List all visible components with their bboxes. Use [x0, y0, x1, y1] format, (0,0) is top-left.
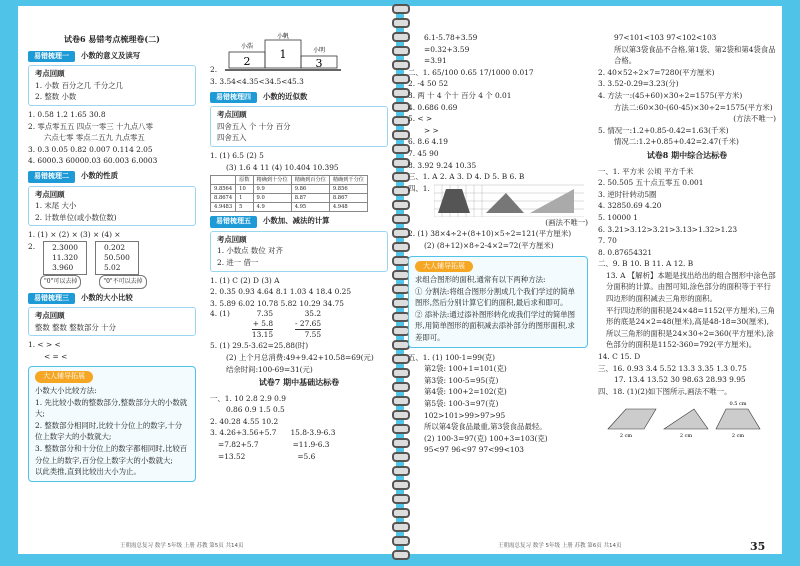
answer-line: 2. 40×52÷2×7=7280(平方厘米) — [598, 67, 715, 77]
list-item: 2.3000 — [52, 242, 78, 252]
answer-line: 17. 13.4 13.52 30 98.63 28.93 9.95 — [614, 375, 746, 385]
tip-line: 求组合图形的面积,通常有以下两种方法: — [415, 275, 546, 285]
calc-row — [210, 427, 388, 439]
answer-line: 三、16. 0.93 3.4 5.52 13.3 3.35 1.3 0.75 — [598, 363, 747, 373]
bubble-row — [28, 275, 196, 289]
answer-line: 5. 情况一:1.2+0.85-0.42=1.63(千米) — [598, 125, 729, 135]
table-header: 精确到百分位 — [291, 176, 329, 185]
table-cell: 1 — [236, 194, 253, 203]
review-line: 1. 末尾 大小 — [35, 201, 77, 211]
answer-line: 一、1. 平方米 公顷 平方千米 — [598, 166, 694, 176]
footer-right: 王朝霞总复习 数学 5年级 上册 苏教 第6页 共14页 — [498, 543, 622, 549]
table-row — [211, 203, 368, 212]
answer-line: 一、1. 10 2.8 2.9 0.9 — [210, 393, 286, 403]
answer-line: 第5袋: 100-3=97(克) — [424, 399, 499, 409]
section-heading — [28, 170, 196, 183]
answer-line: > > — [424, 125, 439, 135]
answer-line: 二、9. B 10. B 11. A 12. B — [598, 259, 694, 269]
answer-number: 2. — [28, 241, 36, 251]
review-box — [28, 307, 196, 336]
podium-block — [210, 32, 388, 76]
dimension-label: 2 cm — [731, 433, 745, 440]
answer-line: 5. < > — [408, 114, 433, 124]
grid-figure-block — [408, 183, 588, 217]
section-title: 小数的大小比较 — [81, 292, 133, 302]
answer-line: 第4袋: 100+2=102(克) — [424, 387, 507, 397]
tip-line: ① 分割法:将组合图形分割成几个我们学过的简单图形,然后分别计算它们的面积,最后求和即可。 — [415, 286, 576, 308]
podium-number: 2 — [243, 55, 251, 68]
review-title: 考点回顾 — [217, 110, 247, 120]
tip-box — [408, 256, 588, 348]
section-heading — [210, 91, 388, 104]
answer-line: 4. 6000.3 60000.03 60.003 6.0003 — [28, 156, 158, 166]
answer-line: 95<97 96<97 97<99<103 — [424, 445, 525, 455]
answer-line: 2. -4 50 52 — [408, 79, 449, 89]
vertical-calc-block — [210, 309, 388, 340]
calc-step: 15.8-3.9-6.3 — [290, 428, 336, 438]
answer-line: 13. A 【解析】本题是找出给出的组合图形中涂色部分面积的计算。由图可知,涂色部分的面积等于平行四边形的面积减去三角形的面积。 — [606, 270, 776, 304]
table-cell: 4.9 — [253, 203, 291, 212]
list-item: 50.500 — [103, 252, 130, 262]
tip-line: 以此类推,直到比较出大小为止。 — [35, 467, 141, 477]
calc-step: =11.9-6.3 — [292, 440, 330, 450]
review-title: 考点回顾 — [35, 311, 65, 321]
section-tag: 易错梳理一 — [28, 51, 75, 63]
answer-line: 3. 两 十 4 个十 百分 4 个 0.01 — [408, 90, 512, 100]
podium-label: 小帆 — [277, 33, 290, 40]
test-title: 试卷7 期中基础达标卷 — [258, 377, 340, 388]
table-cell: 4.9483 — [211, 203, 236, 212]
column-3 — [408, 32, 588, 456]
list-box-1 — [43, 241, 87, 275]
section-tag: 易错梳理三 — [28, 293, 75, 305]
answer-line: 4. 32850.69 4.20 — [598, 201, 662, 211]
answer-line: 1. 0.58 1.2 1.65 30.8 — [28, 109, 106, 119]
table-cell: 8.8674 — [211, 194, 236, 203]
answer-line: 14. C 15. D — [598, 352, 641, 362]
review-line: 2. 整数 小数 — [35, 92, 77, 102]
review-line: 整数 整数 整数部分 十分 — [35, 322, 116, 332]
answer-line: 所以第3袋食品不合格,第1袋、第2袋和第4袋食品合格。 — [614, 44, 776, 66]
calc-line: 7.55 — [304, 330, 322, 340]
answer-line: 3. 3.52-0.29=3.23(分) — [598, 79, 679, 89]
answer-line: 二、1. 65/100 0.65 17/1000 0.017 — [408, 67, 534, 77]
answer-line: (2) (8+12)×8÷2-4×2=72(平方厘米) — [424, 240, 554, 250]
answer-line: 三、1. A 2. A 3. D 4. D 5. B 6. B — [408, 172, 525, 182]
answer-line: 2. 40.28 4.55 10.2 — [210, 416, 279, 426]
section-heading — [28, 292, 196, 305]
dimension-label: 2 cm — [679, 433, 693, 440]
table-cell — [211, 176, 236, 185]
answer-line: 0.86 0.9 1.5 0.5 — [226, 405, 285, 415]
list-box-2 — [95, 241, 139, 275]
table-cell: 4.95 — [291, 203, 329, 212]
calc-step: 3. 4.26+3.56+5.7 — [210, 428, 277, 438]
answer-line: 2. 0.35 0.93 4.64 8.1 1.03 4 18.4 0.25 — [210, 287, 352, 297]
review-title: 考点回顾 — [217, 234, 247, 244]
answer-line: 6.1-5.78+3.59 — [424, 33, 478, 42]
answer-line: 结余时间:100-69=31(元) — [226, 364, 313, 374]
tip-line: 2. 整数部分相同时,比较十分位上的数字,十分位上数字大的小数就大; — [35, 420, 183, 442]
table-header-row — [211, 176, 368, 185]
calc-step: =7.82+5.7 — [218, 440, 259, 450]
list-item: 3.960 — [52, 262, 74, 272]
section-title: 小数的性质 — [81, 170, 118, 180]
rounding-table — [210, 175, 368, 212]
list-item: 11.320 — [52, 252, 78, 262]
list-item: 0.202 — [103, 242, 126, 252]
tip-line: ② 添补法:通过添补图形转化成我们学过的简单图形,用简单图形的面积减去添补部分的图形面积,求差即可。 — [415, 309, 576, 343]
answer-2-block — [28, 241, 196, 275]
table-cell: 9.8564 — [211, 185, 236, 194]
answer-line: 3. 0.3 0.05 0.82 0.007 0.114 2.05 — [28, 144, 153, 154]
note: (画法不唯一) — [545, 217, 588, 227]
answer-number: 四、1. — [408, 183, 430, 193]
tip-line: 小数大小比较方法: — [35, 386, 97, 396]
answer-line: 第3袋: 100-5=95(克) — [424, 375, 499, 385]
calc-line: 7.35 — [256, 309, 274, 319]
answer-line: 2. 零点零五五 四点一零三 十九点八零 — [28, 121, 153, 131]
table-header: 精确到千分位 — [329, 176, 367, 185]
bubble-note: "0"不可以去掉 — [99, 275, 146, 289]
section-title: 小数的意义及读写 — [81, 50, 141, 60]
tip-title: 大人辅导拓展 — [35, 371, 93, 383]
column-4 — [598, 32, 776, 445]
table-cell: 9.86 — [291, 185, 329, 194]
review-box — [28, 65, 196, 106]
answer-line: 1. (1) C (2) D (3) A — [210, 275, 280, 285]
review-line: 1. 小数 百分之几 千分之几 — [35, 80, 124, 90]
answer-line: < = < — [44, 351, 68, 361]
tip-line: 1. 先比较小数的整数部分,整数部分大的小数就大; — [35, 397, 188, 419]
answer-line: 2. 50.505 五十点五零五 0.001 — [598, 178, 704, 188]
answer-number: 2. — [210, 65, 218, 75]
answer-line: 4. 0.686 0.69 — [408, 102, 458, 112]
podium-number: 1 — [279, 48, 287, 61]
answer-line: 8. 3.92 9.24 10.35 — [408, 160, 477, 170]
calc-row — [210, 451, 388, 463]
podium-figure — [223, 32, 343, 76]
review-line: 四舍五入 个 十分 百分 — [217, 121, 291, 131]
section-heading — [210, 215, 388, 228]
bubble-note: "0"可以去掉 — [40, 275, 81, 289]
answer-line: 3. 逆时针转动5圈 — [598, 189, 657, 199]
tip-line: 3. 整数部分和十分位上的数字都相同时,比较百分位上的数字,百分位上数字大的小数就大; — [35, 444, 188, 465]
podium-label: 小明 — [313, 47, 326, 54]
answer-line: 2. (1) 38×4÷2+(8+10)×5÷2=121(平方厘米) — [408, 229, 572, 239]
answer-line: 3. 3.54<4.35<34.5<45.3 — [210, 77, 304, 86]
answer-line: 7. 70 — [598, 236, 617, 246]
answer-line: 1. (1) 6.5 (2) 5 — [210, 150, 264, 160]
table-cell: 9.0 — [253, 194, 291, 203]
table-cell: 8.867 — [329, 194, 367, 203]
table-cell: 9.856 — [329, 185, 367, 194]
review-line: 2. 计数单位(或小数位数) — [35, 212, 117, 222]
answer-line: 8. 0.87654321 — [598, 247, 653, 257]
tip-title: 大人辅导拓展 — [415, 261, 473, 273]
tip-box — [28, 366, 196, 481]
answer-line: 6. 3.21>3.12>3.21>3.13>1.32>1.23 — [598, 224, 738, 234]
answer-line: =0.32+3.59 — [424, 44, 470, 54]
review-box — [210, 106, 388, 147]
review-box — [28, 186, 196, 227]
review-title: 考点回顾 — [35, 69, 65, 79]
calc-step: =13.52 — [218, 451, 246, 461]
table-row — [211, 185, 368, 194]
column-1 — [28, 32, 196, 486]
note: (方法不唯一) — [733, 114, 776, 124]
binding-rings — [392, 4, 408, 560]
answer-line: 情况二:1.2+0.85+0.42=2.47(千米) — [614, 137, 739, 147]
vertical-calc — [252, 309, 273, 340]
section-tag: 易错梳理二 — [28, 171, 75, 183]
podium-number: 3 — [315, 57, 323, 70]
review-line: 2. 进一 借一 — [217, 257, 259, 267]
section-title: 小数加、减法的计算 — [263, 216, 330, 226]
answer-line: 1. < > < — [28, 340, 61, 350]
review-line: 1. 小数点 数位 对齐 — [217, 246, 283, 256]
table-cell: 9.9 — [253, 185, 291, 194]
answer-line: 四、18. (1)(2)如下图所示,画法不唯一。 — [598, 386, 732, 396]
answer-line: 1. (1) × (2) × (3) × (4) × — [28, 230, 121, 240]
grid-figure — [434, 183, 584, 217]
footer-left: 王朝霞总复习 数学 5年级 上册 苏教 第5页 共14页 — [120, 543, 244, 549]
table-cell: 8.87 — [291, 194, 329, 203]
table-cell: 4.948 — [329, 203, 367, 212]
answer-line: 第2袋: 100+1=101(克) — [424, 364, 507, 374]
table-cell: 10 — [236, 185, 253, 194]
answer-line: (2) 上个月总消费:49+9.42+10.58=69(元) — [226, 352, 374, 362]
column-2 — [210, 32, 388, 462]
answer-line: 5. 10000 1 — [598, 212, 638, 222]
answer-line: 7. 45 90 — [408, 148, 439, 158]
answer-line: (3) 1.6 4 11 (4) 10.404 10.395 — [226, 162, 339, 172]
vertical-calc — [295, 309, 321, 340]
calc-line: - 27.65 — [295, 319, 322, 329]
answer-line: =3.91 — [424, 56, 447, 66]
calc-line: 35.2 — [304, 309, 322, 319]
table-row — [211, 194, 368, 203]
answer-line: 3. 5.89 6.02 10.78 5.82 10.29 34.75 — [210, 298, 344, 308]
section-title: 小数的近似数 — [263, 91, 308, 101]
podium-label: 小浩 — [241, 43, 254, 50]
answer-line: 六点七零 零点二五九 九点零五 — [44, 133, 145, 143]
section-tag: 易错梳理五 — [210, 216, 257, 228]
calc-line: 13.15 — [251, 330, 274, 340]
answer-line: 4. 方法一:(45+60)×30÷2=1575(平方米) — [598, 90, 743, 100]
answer-line: 所以第4袋食品最重,第3袋食品最轻。 — [424, 422, 547, 432]
section-heading — [28, 50, 196, 63]
answer-line: 方法二:60×30-(60-45)×30÷2=1575(平方米) — [614, 102, 773, 112]
test-title: 试卷8 期中综合达标卷 — [646, 149, 728, 160]
shapes-figure — [598, 399, 768, 439]
list-item: 5.02 — [103, 262, 121, 272]
table-cell: 5 — [236, 203, 253, 212]
section-tag: 易错梳理四 — [210, 92, 257, 104]
answer-line: 五、1. (1) 100-1=99(克) — [408, 352, 496, 362]
answer-line: 102>101>99>97>95 — [424, 410, 506, 420]
answer-number: 4. (1) — [210, 309, 230, 319]
answer-line: 97<101<103 97<102<103 — [614, 33, 717, 42]
review-line: 四舍五入 — [217, 133, 247, 143]
answer-line: (2) 100-3=97(克) 100+3=103(克) — [424, 433, 548, 443]
dimension-label: 0.5 cm — [729, 401, 747, 408]
table-header: 原数 — [236, 176, 253, 185]
calc-step: =5.6 — [297, 451, 316, 461]
page-number: 35 — [750, 540, 766, 553]
table-header: 精确到十分位 — [253, 176, 291, 185]
calc-line: + 5.8 — [252, 319, 274, 329]
test-title: 试卷6 易错考点梳理卷(二) — [64, 34, 160, 44]
answer-line: 5. (1) 29.5-3.62=25.88(时) — [210, 341, 309, 351]
calc-row — [210, 439, 388, 451]
answer-line: 6. 8.6 4.19 — [408, 137, 448, 147]
answer-line: 平行四边形的面积是24×48=1152(平方厘米),三角形的底是24×2=48(厘米),高是48-18=30(厘米),所以三角形的面积是24×30÷2=360(平方厘米),涂色部分的面积是1152-360=792(平方厘米)。 — [606, 305, 775, 350]
dimension-label: 2 cm — [619, 433, 633, 440]
review-box — [210, 231, 388, 272]
review-title: 考点回顾 — [35, 189, 65, 199]
